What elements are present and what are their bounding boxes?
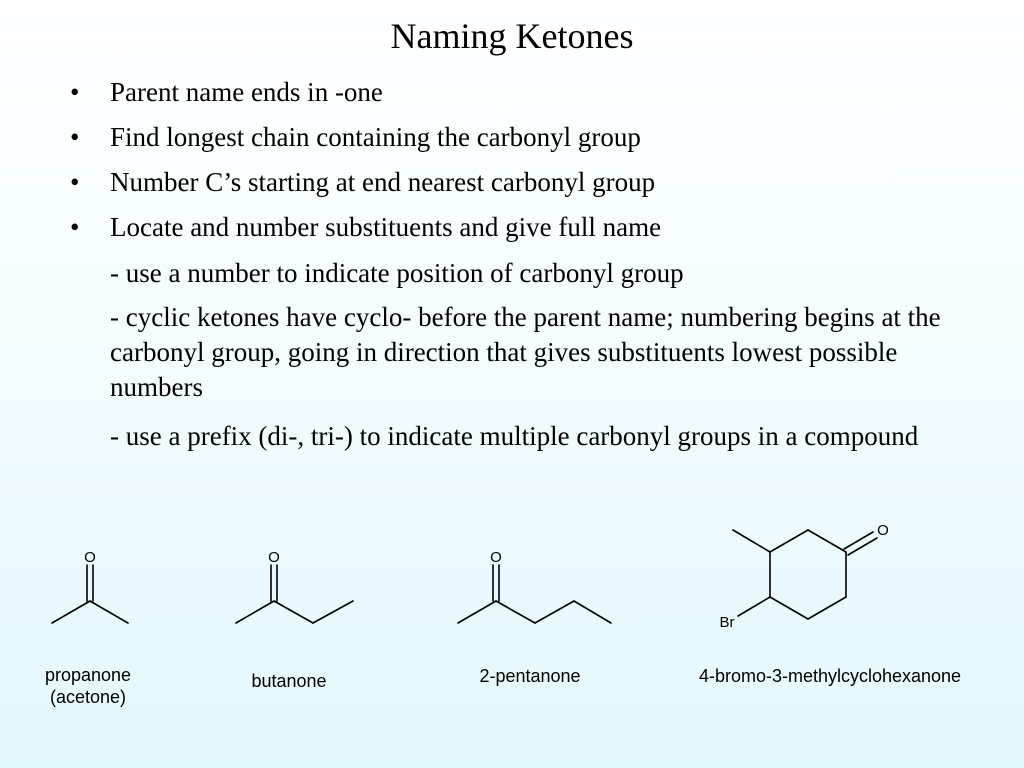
propanone-structure [52, 565, 128, 623]
sub-point: - use a prefix (di-, tri-) to indicate multiple carbonyl groups in a compound [110, 421, 919, 451]
bullet-text: Number C’s starting at end nearest carbonyl group [110, 167, 656, 197]
name-butanone [236, 670, 342, 692]
butanone-structure [236, 565, 353, 623]
name-propanone [30, 664, 146, 708]
oxygen-label: O [268, 549, 280, 566]
cyclohexanone-structure [733, 530, 877, 619]
name-line: 4-bromo-3-methylcyclohexanone [698, 666, 962, 686]
pentanone-structure [458, 565, 611, 623]
oxygen-label: O [490, 549, 502, 566]
name-line: propanone [44, 665, 132, 685]
bullet-marker: • [70, 212, 80, 242]
sub-point: - use a number to indicate position of carbonyl group [110, 258, 684, 288]
oxygen-label: O [84, 549, 96, 566]
bullet-marker: • [70, 167, 80, 197]
name-line: 2-pentanone [479, 666, 581, 686]
sub-point: - cyclic ketones have cyclo- before the parent name; numbering begins at the carbonyl group, going in direction that gives substituents lowest possible numbers [110, 302, 941, 402]
bullet-text: Find longest chain containing the carbonyl group [110, 122, 641, 152]
bromine-label: Br [719, 614, 735, 631]
name-4-bromo-3-methylcyclohexanone [670, 665, 990, 687]
oxygen-label: O [877, 522, 889, 539]
name-2-pentanone [460, 665, 600, 687]
slide-title: Naming Ketones [390, 16, 634, 56]
bullet-marker: • [70, 122, 80, 152]
bullet-text: Locate and number substituents and give full name [110, 212, 662, 242]
name-line: (acetone) [49, 687, 127, 707]
bullet-marker: • [70, 77, 80, 107]
name-line: butanone [251, 671, 327, 691]
bullet-text: Parent name ends in -one [110, 77, 383, 107]
